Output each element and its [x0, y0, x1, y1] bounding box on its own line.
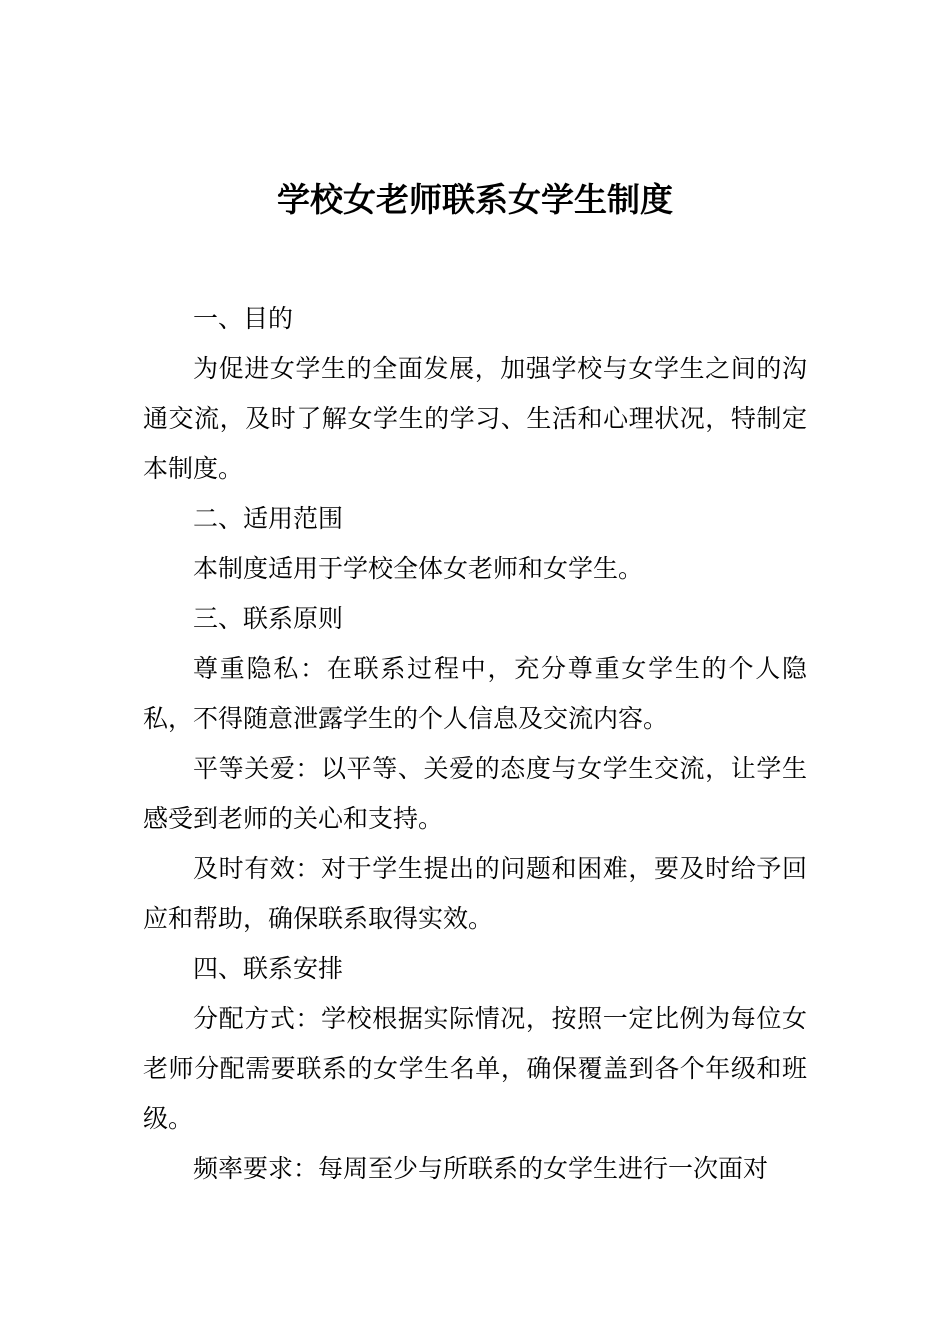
paragraph-purpose: 为促进女学生的全面发展，加强学校与女学生之间的沟通交流，及时了解女学生的学习、生活和心理状况，特制定本制度。 [143, 354, 807, 483]
paragraph-principle-privacy: 尊重隐私：在联系过程中，充分尊重女学生的个人隐私，不得随意泄露学生的个人信息及交流内容。 [143, 654, 807, 733]
paragraph-frequency: 频率要求：每周至少与所联系的女学生进行一次面对 [193, 1154, 769, 1183]
section-heading-scope: 二、适用范围 [193, 504, 344, 533]
section-heading-arrangement: 四、联系安排 [193, 954, 344, 983]
paragraph-scope: 本制度适用于学校全体女老师和女学生。 [193, 554, 644, 583]
section-heading-principles: 三、联系原则 [193, 604, 344, 633]
section-heading-purpose: 一、目的 [193, 304, 294, 333]
document-body [143, 294, 807, 1194]
paragraph-allocation: 分配方式：学校根据实际情况，按照一定比例为每位女老师分配需要联系的女学生名单，确保覆盖到各个年级和班级。 [143, 1004, 807, 1133]
paragraph-principle-equality: 平等关爱：以平等、关爱的态度与女学生交流，让学生感受到老师的关心和支持。 [143, 754, 807, 833]
paragraph-principle-timeliness: 及时有效：对于学生提出的问题和困难，要及时给予回应和帮助，确保联系取得实效。 [143, 854, 807, 933]
document-title: 学校女老师联系女学生制度 [277, 180, 673, 220]
